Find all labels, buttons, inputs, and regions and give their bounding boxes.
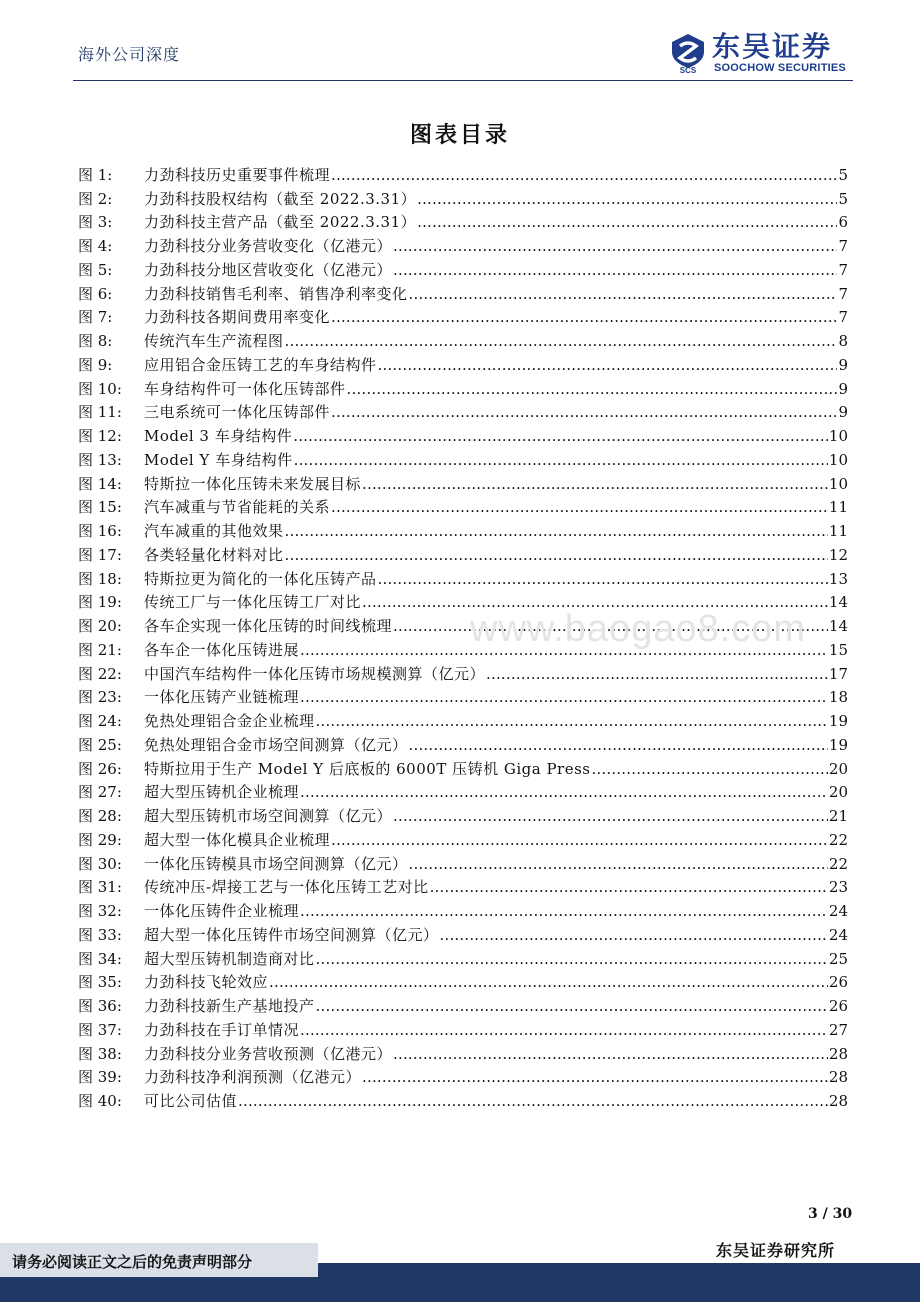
- toc-leader-dots: [300, 902, 828, 920]
- toc-entry[interactable]: [78, 493, 848, 517]
- toc-entry[interactable]: [78, 1086, 848, 1110]
- toc-entry[interactable]: [78, 564, 848, 588]
- toc-leader-dots: [285, 332, 837, 350]
- toc-figure-title: 力劲科技股权结构（截至 2022.3.31）: [144, 189, 417, 208]
- toc-leader-dots: [285, 546, 828, 564]
- toc-figure-number: 图 18:: [78, 569, 122, 588]
- toc-figure-title: 特斯拉更为简化的一体化压铸产品: [144, 569, 377, 588]
- toc-figure-title: 力劲科技主营产品（截至 2022.3.31）: [144, 213, 417, 232]
- toc-entry[interactable]: [78, 683, 848, 707]
- toc-figure-title: 免热处理铝合金市场空间测算（亿元）: [144, 735, 408, 754]
- toc-leader-dots: [300, 783, 828, 801]
- toc-page-number: 24: [828, 902, 848, 920]
- toc-entry[interactable]: [78, 801, 848, 825]
- toc-figure-title: 超大型压铸机市场空间测算（亿元）: [144, 807, 393, 825]
- toc-figure-title: 特斯拉用于生产 Model Y 后底板的 6000T 压铸机 Giga Press: [144, 759, 591, 778]
- toc-leader-dots: [440, 926, 828, 944]
- toc-page-number: 14: [828, 593, 848, 612]
- toc-figure-title: 一体化压铸模具市场空间测算（亿元）: [144, 854, 408, 873]
- toc-figure-title: 各车企一体化压铸进展: [144, 640, 300, 659]
- toc-figure-number: 图 29:: [78, 830, 122, 849]
- toc-figure-number: 图 8:: [78, 332, 113, 350]
- toc-page-number: 7: [838, 260, 848, 279]
- toc-leader-dots: [409, 285, 837, 303]
- watermark: www.baogao8.com: [470, 608, 807, 650]
- toc-figure-title: 力劲科技分地区营收变化（亿港元）: [144, 260, 393, 279]
- toc-figure-number: 图 33:: [78, 925, 122, 944]
- toc-figure-number: 图 6:: [78, 284, 113, 303]
- toc-figure-number: 图 2:: [78, 189, 113, 208]
- toc-page-number: 18: [828, 688, 848, 707]
- toc-leader-dots: [285, 522, 828, 540]
- toc-figure-number: 图 23:: [78, 688, 122, 707]
- toc-figure-number: 图 3:: [78, 213, 113, 232]
- toc-figure-number: 图 40:: [78, 1092, 122, 1110]
- toc-figure-title: 特斯拉一体化压铸未来发展目标: [144, 474, 362, 493]
- toc-figure-number: 图 35:: [78, 973, 122, 992]
- toc-entry[interactable]: [78, 398, 848, 422]
- toc-leader-dots: [331, 166, 837, 184]
- toc-entry[interactable]: [78, 350, 848, 374]
- toc-page-number: 20: [828, 759, 848, 778]
- page-title: 图表目录: [409, 122, 510, 148]
- toc-page-number: 8: [838, 332, 848, 350]
- toc-entry[interactable]: [78, 184, 848, 208]
- footer-organization: 东吴证券研究所: [716, 1241, 836, 1260]
- toc-page-number: 12: [828, 545, 848, 564]
- toc-leader-dots: [238, 1092, 828, 1110]
- toc-page-number: 22: [828, 830, 848, 849]
- toc-entry[interactable]: [78, 421, 848, 445]
- toc-leader-dots: [331, 831, 828, 849]
- toc-page-number: 11: [828, 522, 848, 540]
- toc-entry[interactable]: [78, 754, 848, 778]
- toc-figure-title: 传统工厂与一体化压铸工厂对比: [144, 593, 362, 612]
- toc-leader-dots: [430, 878, 828, 896]
- toc-figure-number: 图 26:: [78, 759, 122, 778]
- toc-figure-number: 图 36:: [78, 997, 122, 1015]
- toc-entry[interactable]: [78, 849, 848, 873]
- toc-page-number: 28: [828, 1092, 848, 1110]
- toc-figure-number: 图 32:: [78, 902, 122, 920]
- toc-page-number: 17: [828, 664, 848, 683]
- toc-page-number: 9: [838, 379, 848, 398]
- toc-figure-number: 图 11:: [78, 403, 122, 422]
- toc-entry[interactable]: [78, 445, 848, 469]
- brand-name-en: SOOCHOW SECURITIES: [714, 62, 846, 74]
- toc-leader-dots: [316, 950, 828, 968]
- toc-leader-dots: [331, 403, 837, 421]
- toc-leader-dots: [393, 807, 828, 825]
- toc-figure-number: 图 21:: [78, 640, 122, 659]
- footer-bar: [318, 1263, 920, 1277]
- toc-entry[interactable]: [78, 303, 848, 327]
- toc-figure-number: 图 20:: [78, 617, 122, 635]
- toc-figure-number: 图 5:: [78, 260, 113, 279]
- toc-page-number: 22: [828, 854, 848, 873]
- toc-figure-title: 力劲科技在手订单情况: [144, 1020, 300, 1039]
- toc-page-number: 28: [828, 1068, 848, 1087]
- toc-page-number: 7: [838, 284, 848, 303]
- header-section-label: 海外公司深度: [78, 45, 181, 64]
- toc-leader-dots: [316, 712, 828, 730]
- toc-entry[interactable]: [78, 1039, 848, 1063]
- toc-page-number: 10: [828, 450, 848, 469]
- toc-page-number: 10: [828, 427, 848, 445]
- toc-leader-dots: [362, 1068, 828, 1086]
- toc-leader-dots: [592, 760, 828, 778]
- toc-figure-title: 中国汽车结构件一体化压铸市场规模测算（亿元）: [144, 664, 486, 683]
- toc-page-number: 6: [838, 213, 848, 232]
- toc-entry[interactable]: [78, 1015, 848, 1039]
- toc-figure-number: 图 1:: [78, 165, 113, 184]
- toc-figure-number: 图 37:: [78, 1020, 122, 1039]
- toc-figure-title: 三电系统可一体化压铸部件: [144, 403, 331, 422]
- toc-figure-number: 图 19:: [78, 593, 122, 612]
- toc-figure-number: 图 38:: [78, 1044, 122, 1063]
- toc-leader-dots: [347, 380, 837, 398]
- toc-figure-title: 力劲科技新生产基地投产: [144, 997, 315, 1015]
- toc-figure-title: 可比公司估值: [144, 1092, 238, 1110]
- toc-page-number: 24: [828, 925, 848, 944]
- toc-leader-dots: [409, 736, 828, 754]
- toc-entry[interactable]: [78, 896, 848, 920]
- toc-figure-number: 图 7:: [78, 308, 113, 327]
- toc-entry[interactable]: [78, 1063, 848, 1087]
- toc-page-number: 7: [838, 308, 848, 327]
- toc-figure-number: 图 34:: [78, 949, 122, 968]
- toc-entry[interactable]: [78, 469, 848, 493]
- toc-figure-number: 图 30:: [78, 854, 122, 873]
- toc-figure-title: 力劲科技分业务营收变化（亿港元）: [144, 237, 393, 255]
- toc-entry[interactable]: [78, 873, 848, 897]
- toc-figure-title: 力劲科技历史重要事件梳理: [144, 165, 331, 184]
- toc-figure-title: 应用铝合金压铸工艺的车身结构件: [144, 355, 377, 374]
- toc-figure-title: 汽车减重的其他效果: [144, 522, 284, 540]
- toc-figure-title: 超大型压铸机制造商对比: [144, 949, 315, 968]
- toc-leader-dots: [378, 356, 837, 374]
- toc-leader-dots: [409, 855, 828, 873]
- toc-figure-title: 力劲科技分业务营收预测（亿港元）: [144, 1044, 393, 1063]
- toc-leader-dots: [417, 213, 837, 231]
- toc-leader-dots: [293, 427, 828, 445]
- toc-figure-number: 图 12:: [78, 427, 122, 445]
- toc-figure-title: 超大型压铸机企业梳理: [144, 783, 300, 802]
- toc-page-number: 23: [828, 878, 848, 897]
- toc-entry[interactable]: [78, 231, 848, 255]
- toc-entry[interactable]: [78, 659, 848, 683]
- toc-page-number: 11: [828, 498, 848, 517]
- toc-entry[interactable]: [78, 944, 848, 968]
- toc-figure-title: 一体化压铸件企业梳理: [144, 902, 300, 920]
- toc-leader-dots: [362, 475, 828, 493]
- toc-page-number: 27: [828, 1020, 848, 1039]
- toc-entry[interactable]: [78, 374, 848, 398]
- toc-figure-number: 图 39:: [78, 1068, 122, 1087]
- toc-figure-number: 图 15:: [78, 498, 122, 517]
- toc-page-number: 21: [828, 807, 848, 825]
- toc-entry[interactable]: [78, 516, 848, 540]
- toc-page-number: 14: [828, 617, 848, 635]
- page-indicator: 3 / 30: [808, 1206, 853, 1222]
- toc-entry[interactable]: [78, 540, 848, 564]
- toc-entry[interactable]: [78, 208, 848, 232]
- toc-figure-title: 各车企实现一体化压铸的时间线梳理: [144, 617, 393, 635]
- toc-leader-dots: [331, 498, 828, 516]
- toc-figure-number: 图 16:: [78, 522, 122, 540]
- toc-page-number: 7: [838, 237, 848, 255]
- toc-leader-dots: [269, 973, 828, 991]
- toc-figure-number: 图 25:: [78, 735, 122, 754]
- toc-entry[interactable]: [78, 279, 848, 303]
- header-divider: [73, 80, 853, 81]
- toc-leader-dots: [393, 261, 837, 279]
- toc-entry[interactable]: [78, 825, 848, 849]
- toc-page-number: 26: [828, 997, 848, 1015]
- toc-page-number: 28: [828, 1044, 848, 1063]
- toc-figure-title: 各类轻量化材料对比: [144, 545, 284, 564]
- toc-page-number: 15: [828, 640, 848, 659]
- toc-entry[interactable]: [78, 968, 848, 992]
- toc-figure-title: 免热处理铝合金企业梳理: [144, 712, 315, 730]
- disclaimer-note: 请务必阅读正文之后的免责声明部分: [0, 1243, 318, 1277]
- brand-logo: [668, 32, 858, 76]
- toc-leader-dots: [294, 451, 828, 469]
- toc-page-number: 19: [828, 712, 848, 730]
- toc-leader-dots: [316, 997, 828, 1015]
- toc-figure-title: 力劲科技净利润预测（亿港元）: [144, 1068, 362, 1087]
- toc-leader-dots: [393, 237, 837, 255]
- toc-leader-dots: [331, 308, 837, 326]
- toc-entry[interactable]: [78, 706, 848, 730]
- toc-entry[interactable]: [78, 778, 848, 802]
- toc-page-number: 20: [828, 783, 848, 802]
- toc-figure-title: 超大型一体化压铸件市场空间测算（亿元）: [144, 925, 439, 944]
- toc-page-number: 25: [828, 949, 848, 968]
- toc-figure-title: 力劲科技销售毛利率、销售净利率变化: [144, 284, 408, 303]
- toc-figure-number: 图 14:: [78, 474, 122, 493]
- toc-figure-number: 图 13:: [78, 450, 122, 469]
- toc-entry[interactable]: [78, 326, 848, 350]
- toc-figure-title: 一体化压铸产业链梳理: [144, 688, 300, 707]
- toc-entry[interactable]: [78, 920, 848, 944]
- toc-page-number: 13: [828, 569, 848, 588]
- toc-figure-number: 图 17:: [78, 545, 122, 564]
- toc-leader-dots: [300, 1021, 828, 1039]
- toc-entry[interactable]: [78, 991, 848, 1015]
- brand-logo-icon: [668, 32, 708, 74]
- toc-figure-number: 图 24:: [78, 712, 122, 730]
- toc-figure-title: 力劲科技各期间费用率变化: [144, 308, 331, 327]
- toc-page-number: 9: [838, 355, 848, 374]
- toc-figure-number: 图 31:: [78, 878, 122, 897]
- toc-page-number: 5: [838, 189, 848, 208]
- toc-figure-title: 传统冲压-焊接工艺与一体化压铸工艺对比: [144, 878, 429, 897]
- toc-leader-dots: [300, 688, 828, 706]
- toc-figure-title: 汽车减重与节省能耗的关系: [144, 498, 331, 517]
- toc-figure-title: 车身结构件可一体化压铸部件: [144, 379, 346, 398]
- toc-page-number: 19: [828, 735, 848, 754]
- toc-figure-number: 图 28:: [78, 807, 122, 825]
- toc-figure-title: 传统汽车生产流程图: [144, 332, 284, 350]
- toc-page-number: 10: [828, 474, 848, 493]
- toc-figure-number: 图 9:: [78, 355, 113, 374]
- toc-figure-number: 图 27:: [78, 783, 122, 802]
- toc-figure-number: 图 10:: [78, 379, 122, 398]
- toc-entry[interactable]: [78, 160, 848, 184]
- brand-name-cn: 东吴证券: [712, 30, 833, 63]
- toc-page-number: 9: [838, 403, 848, 422]
- toc-entry[interactable]: [78, 255, 848, 279]
- toc-page-number: 26: [828, 973, 848, 992]
- toc-leader-dots: [393, 1045, 828, 1063]
- toc-leader-dots: [486, 665, 828, 683]
- footer-band: [0, 1277, 920, 1302]
- toc-figure-title: Model Y 车身结构件: [144, 450, 293, 469]
- toc-entry[interactable]: [78, 730, 848, 754]
- toc-leader-dots: [378, 570, 828, 588]
- toc-figure-title: 力劲科技飞轮效应: [144, 973, 269, 992]
- toc-figure-title: 超大型一体化模具企业梳理: [144, 830, 331, 849]
- toc-figure-number: 图 22:: [78, 664, 122, 683]
- toc-leader-dots: [417, 190, 837, 208]
- toc-figure-title: Model 3 车身结构件: [144, 427, 293, 445]
- toc-figure-number: 图 4:: [78, 237, 113, 255]
- brand-mark-text: SCS: [679, 66, 697, 74]
- toc-page-number: 5: [838, 165, 848, 184]
